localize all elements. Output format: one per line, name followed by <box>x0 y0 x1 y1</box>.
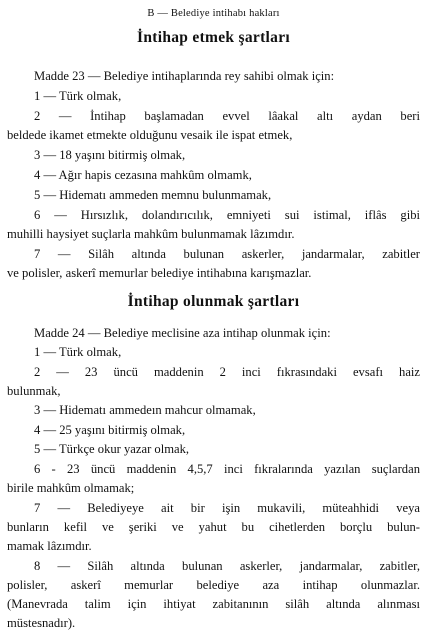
article-24-item-4: 4 — 25 yaşını bitirmiş olmak, <box>34 423 186 437</box>
article-24-item-8-line-4: müstesnadır). <box>7 616 76 630</box>
article-24-intro: Madde 24 — Belediye meclisine aza intihap olunmak için: <box>34 326 331 340</box>
article-23-item-4: 4 — Ağır hapis cezasına mahkûm olmamk, <box>34 168 252 182</box>
article-24-item-1: 1 — Türk olmak, <box>34 345 122 359</box>
article-23-item-5: 5 — Hidematı ammeden memnu bulunmamak, <box>34 188 272 202</box>
article-24-item-5: 5 — Türkçe okur yazar olmak, <box>34 442 190 456</box>
article-23-item-2-line-2: beldede ikamet etmekte olduğunu vesaik ile ispat etmek, <box>7 128 293 142</box>
section-header: B — Belediye intihabı hakları <box>147 8 280 19</box>
article-24-item-6-line-1: 6 - 23 üncü maddenin 4,5,7 inci fıkralarında yazılan suçlardan <box>34 462 420 476</box>
article-23-item-6-line-1: 6 — Hırsızlık, dolandırıcılık, emniyeti sui istimal, iflâs gibi <box>34 208 420 222</box>
article-24-item-2-line-1: 2 — 23 üncü maddenin 2 inci fıkrasındaki evsafı haiz <box>34 365 420 379</box>
article-24-item-8-line-1: 8 — Silâh altında bulunan askerler, jandarmalar, zabitler, <box>34 559 420 573</box>
article-24-item-8-line-2: polisler, askerî memurlar belediye aza intihap olunmazlar. <box>7 578 420 592</box>
article-24-item-7-line-3: mamak lâzımdır. <box>7 539 92 553</box>
heading-voting-conditions: İntihap etmek şartları <box>137 29 290 46</box>
heading-eligibility-conditions: İntihap olunmak şartları <box>127 293 300 310</box>
article-23-item-2-line-1: 2 — İntihap başlamadan evvel lâakal altı aydan beri <box>34 109 420 123</box>
article-24-item-3: 3 — Hidematı ammedeın mahcur olmamak, <box>34 403 256 417</box>
article-23-item-1: 1 — Türk olmak, <box>34 89 122 103</box>
article-24-item-2-line-2: bulunmak, <box>7 384 61 398</box>
article-23-item-7-line-1: 7 — Silâh altında bulunan askerler, jandarmalar, zabitler <box>34 247 420 261</box>
article-24-item-7-line-1: 7 — Belediyeye ait bir işin mukavili, müteahhidi veya <box>34 501 420 515</box>
article-24-item-8-line-3: (Manevrada talim için ihtiyat zabitanının silâh altında alınması <box>7 597 420 611</box>
article-23-item-3: 3 — 18 yaşını bitirmiş olmak, <box>34 148 186 162</box>
article-23-item-6-line-2: muhilli haysiyet suçlarla mahkûm bulunmamak lâzımdır. <box>7 227 295 241</box>
article-24-item-6-line-2: birile mahkûm olmamak; <box>7 481 135 495</box>
article-23-intro: Madde 23 — Belediye intihaplarında rey sahibi olmak için: <box>34 69 335 83</box>
article-24-item-7-line-2: bunların kefil ve şeriki ve yahut bu cihetlerden borçlu bulun- <box>7 520 420 534</box>
article-23-item-7-line-2: ve polisler, askerî memurlar belediye intihabına karışmazlar. <box>7 266 312 280</box>
